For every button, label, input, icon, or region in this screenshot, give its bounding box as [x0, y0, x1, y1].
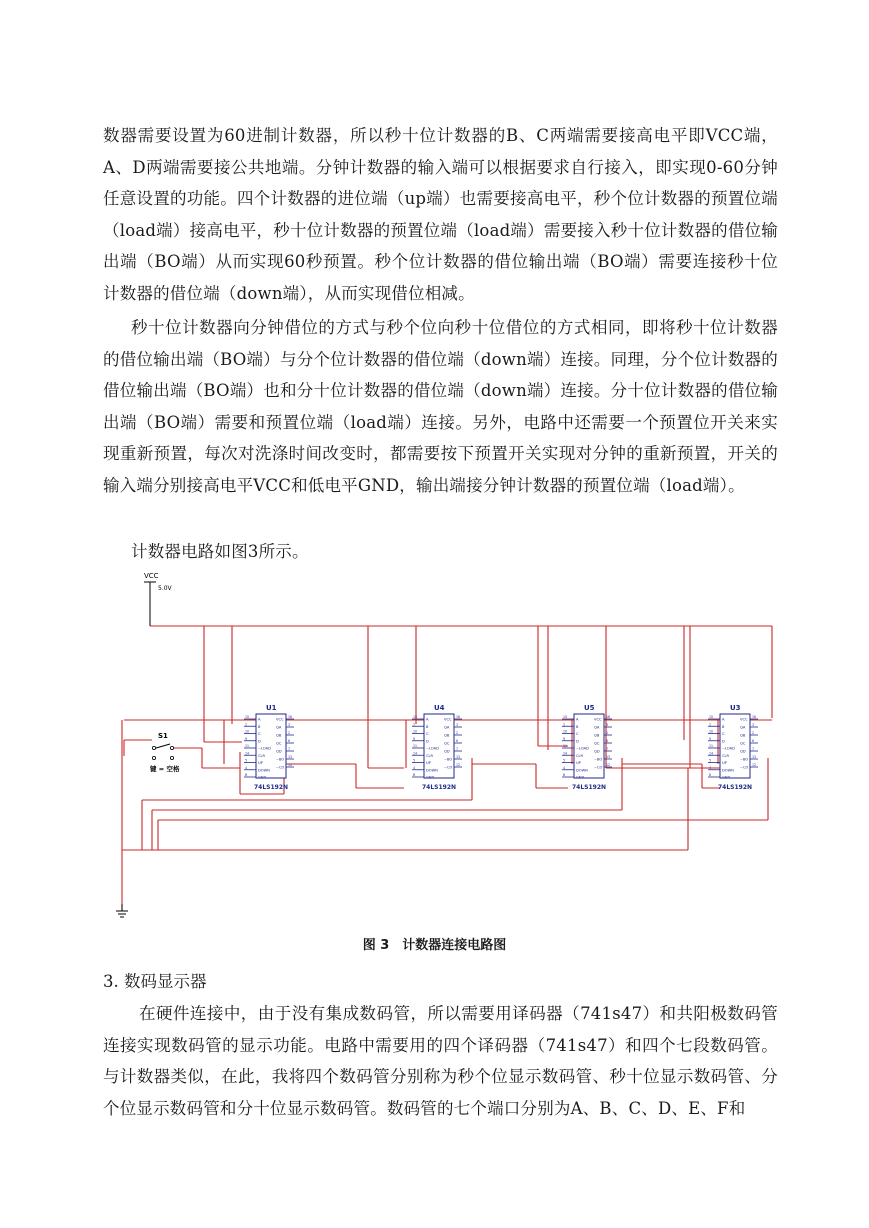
paragraph-borrow-chain: 秒十位计数器向分钟借位的方式与秒个位向秒十位借位的方式相同，即将秒十位计数器的借位输出端（BO端）与分个位计数器的借位端（down端）连接。同理，分个位计数器的借位输出端（BO端）也和分十位计数器的借位端（down端）连接。分十位计数器的借位输出端（BO端）需要和预置位端（load端）连接。另外，电路中还需要一个预置位开关来实现重新预置，每次对洗涤时间改变时，都需要按下预置开关实现对分钟的重新预置，开关的输入端分别接高电平VCC和低电平GND，输出端接分钟计数器的预置位端（load端）。 — [103, 318, 778, 495]
pin-number: 8 — [709, 773, 712, 777]
chip-ref-label: U1 — [266, 704, 277, 712]
pin-number: 11 — [709, 744, 714, 748]
switch-label: S1 — [158, 732, 168, 740]
pin-label: ~CO — [594, 765, 603, 770]
pin-label: VCC — [740, 717, 748, 722]
pin-label: VCC — [276, 717, 284, 722]
pin-label: QA — [444, 725, 450, 730]
pin-label: ~LOAD — [722, 746, 735, 751]
pin-label: UP — [426, 761, 431, 765]
pin-label: QD — [740, 749, 746, 754]
pin-label: QB — [444, 733, 450, 738]
chip-part-label: 74LS192N — [422, 784, 457, 791]
pin-number: 8 — [413, 773, 416, 777]
counter-circuit-diagram — [108, 568, 788, 920]
pin-number: 4 — [413, 765, 416, 770]
pin-number: 13 — [606, 755, 611, 759]
pin-label: B — [722, 724, 725, 729]
pin-label: UP — [576, 761, 581, 765]
preset-switch-s1 — [150, 732, 180, 773]
chip-part-label: 74LS192N — [572, 784, 607, 791]
pin-number: 5 — [245, 758, 248, 763]
pin-label: GND — [426, 775, 435, 780]
pin-number: 16 — [752, 715, 757, 719]
pin-number: 16 — [456, 715, 461, 719]
pin-label: A — [426, 717, 429, 722]
ground-symbol — [116, 904, 128, 917]
pin-label: QC — [740, 741, 746, 746]
vcc-label: VCC — [144, 572, 159, 580]
section-heading: 3. 数码显示器 — [103, 972, 207, 991]
pin-label: QA — [740, 725, 746, 730]
pin-label: QB — [594, 733, 600, 738]
chip-u3 — [708, 704, 758, 791]
pin-label: D — [258, 739, 261, 744]
pin-number: 5 — [413, 758, 416, 763]
pin-number: 2 — [456, 731, 459, 735]
pin-label: QA — [276, 725, 282, 730]
pin-number: 9 — [413, 736, 416, 741]
pin-label: ~CO — [276, 765, 285, 770]
pin-number: 12 — [606, 763, 611, 767]
pin-number: 7 — [606, 747, 609, 751]
pin-label: B — [426, 724, 429, 729]
pin-label: GND — [258, 775, 267, 780]
chip-u4 — [412, 704, 462, 791]
chip-u5 — [562, 704, 612, 791]
pin-number: 5 — [563, 758, 566, 763]
vcc-voltage: 5.0V — [158, 585, 172, 592]
paragraph-display-decoder: 在硬件连接中，由于没有集成数码管，所以需要用译码器（741s47）和共阳极数码管连接实现数码管的显示功能。电路中需要用的四个译码器（741s47）和四个七段数码管。与计数器类似，在此，我将四个数码管分别称为秒个位显示数码管、秒十位显示数码管、分个位显示数码管和分十位显示数码管。数码管的七个端口分别为A、B、C、D、E、F和 — [103, 1004, 778, 1118]
pin-number: 9 — [245, 736, 248, 741]
pin-number: 11 — [413, 744, 418, 748]
pin-number: 1 — [709, 722, 712, 727]
pin-number: 6 — [456, 739, 459, 743]
pin-number: 3 — [456, 723, 459, 727]
pin-number: 8 — [563, 773, 566, 777]
pin-number: 4 — [563, 765, 566, 770]
pin-label: D — [576, 739, 579, 744]
pin-label: VCC — [594, 717, 602, 722]
chip-ref-label: U5 — [584, 704, 595, 712]
pin-number: 6 — [606, 739, 609, 743]
pin-label: D — [722, 739, 725, 744]
pin-number: 2 — [752, 731, 755, 735]
figure-caption: 图 3 计数器连接电路图 — [362, 938, 507, 953]
pin-label: C — [576, 732, 579, 736]
pin-number: 3 — [288, 723, 291, 727]
pin-number: 14 — [413, 751, 418, 756]
pin-number: 10 — [709, 729, 714, 734]
pin-label: CLR — [426, 753, 434, 758]
counter-chips — [244, 704, 758, 791]
pin-label: ~LOAD — [258, 746, 271, 751]
pin-number: 14 — [563, 751, 568, 756]
pin-label: GND — [576, 775, 585, 780]
pin-number: 15 — [413, 715, 418, 719]
pin-label: QD — [276, 749, 282, 754]
paragraph-figure-reference: 计数器电路如图3所示。 — [131, 542, 309, 561]
pin-number: 7 — [752, 747, 755, 751]
pin-number: 12 — [752, 763, 757, 767]
pin-label: DOWN — [258, 768, 270, 773]
pin-label: QB — [276, 733, 282, 738]
pin-label: CLR — [258, 753, 266, 758]
pin-label: ~LOAD — [576, 746, 589, 751]
pin-label: QA — [594, 725, 600, 730]
pin-label: ~LOAD — [426, 746, 439, 751]
pin-label: ~BO — [594, 757, 603, 762]
pin-number: 13 — [752, 755, 757, 759]
pin-label: ~CO — [740, 765, 749, 770]
chip-part-label: 74LS192N — [254, 784, 289, 791]
chip-u1 — [244, 704, 294, 791]
pin-label: C — [722, 732, 725, 736]
pin-number: 8 — [245, 773, 248, 777]
pin-label: QC — [444, 741, 450, 746]
pin-number: 14 — [245, 751, 250, 756]
pin-label: QC — [594, 741, 600, 746]
chip-part-label: 74LS192N — [718, 784, 753, 791]
pin-label: UP — [258, 761, 263, 765]
pin-number: 3 — [606, 723, 609, 727]
pin-label: B — [258, 724, 261, 729]
pin-number: 10 — [245, 729, 250, 734]
pin-label: C — [258, 732, 261, 736]
pin-number: 11 — [245, 744, 250, 748]
pin-label: ~BO — [740, 757, 749, 762]
pin-label: ~BO — [444, 757, 453, 762]
pin-label: DOWN — [722, 768, 734, 773]
pin-label: VCC — [444, 717, 452, 722]
pin-label: B — [576, 724, 579, 729]
pin-label: GND — [722, 775, 731, 780]
pin-label: C — [426, 732, 429, 736]
pin-number: 5 — [709, 758, 712, 763]
pin-number: 1 — [563, 722, 566, 727]
pin-label: CLR — [576, 753, 584, 758]
pin-number: 7 — [456, 747, 459, 751]
pin-number: 1 — [245, 722, 248, 727]
pin-label: DOWN — [426, 768, 438, 773]
pin-label: A — [576, 717, 579, 722]
pin-label: DOWN — [576, 768, 588, 773]
pin-number: 6 — [288, 739, 291, 743]
pin-label: QB — [740, 733, 746, 738]
pin-label: ~CO — [444, 765, 453, 770]
pin-number: 6 — [752, 739, 755, 743]
pin-number: 9 — [709, 736, 712, 741]
pin-label: CLR — [722, 753, 730, 758]
pin-number: 10 — [413, 729, 418, 734]
pin-number: 2 — [606, 731, 609, 735]
chip-ref-label: U4 — [434, 704, 445, 712]
pin-label: ~BO — [276, 757, 285, 762]
pin-number: 13 — [456, 755, 461, 759]
switch-key-label: 键 = 空格 — [150, 765, 180, 773]
pin-number: 12 — [288, 763, 293, 767]
pin-number: 9 — [563, 736, 566, 741]
pin-label: QD — [444, 749, 450, 754]
pin-number: 15 — [245, 715, 250, 719]
pin-number: 14 — [709, 751, 714, 756]
pin-number: 3 — [752, 723, 755, 727]
pin-label: A — [258, 717, 261, 722]
pin-number: 15 — [709, 715, 714, 719]
vcc-source — [144, 572, 173, 626]
pin-number: 12 — [456, 763, 461, 767]
pin-label: QD — [594, 749, 600, 754]
pin-label: A — [722, 717, 725, 722]
pin-label: QC — [276, 741, 282, 746]
pin-number: 4 — [709, 765, 712, 770]
pin-number: 16 — [288, 715, 293, 719]
pin-label: UP — [722, 761, 727, 765]
pin-label: D — [426, 739, 429, 744]
pin-number: 2 — [288, 731, 291, 735]
pin-number: 16 — [606, 715, 611, 719]
pin-number: 10 — [563, 729, 568, 734]
pin-number: 7 — [288, 747, 291, 751]
chip-ref-label: U3 — [730, 704, 741, 712]
pin-number: 11 — [563, 744, 568, 748]
pin-number: 15 — [563, 715, 568, 719]
pin-number: 13 — [288, 755, 293, 759]
pin-number: 4 — [245, 765, 248, 770]
paragraph-counter-setup: 数器需要设置为60进制计数器，所以秒十位计数器的B、C两端需要接高电平即VCC端，A、D两端需要接公共地端。分钟计数器的输入端可以根据要求自行接入，即实现0-60分钟任意设置的功能。四个计数器的进位端（up端）也需要接高电平，秒个位计数器的预置位端（load端）接高电平，秒十位计数器的预置位端（load端）需要接入秒十位计数器的借位输出端（BO端）从而实现60秒预置。秒个位计数器的借位输出端（BO端）需要连接秒十位计数器的借位端（down端），从而实现借位相减。 — [103, 126, 778, 303]
pin-number: 1 — [413, 722, 416, 727]
